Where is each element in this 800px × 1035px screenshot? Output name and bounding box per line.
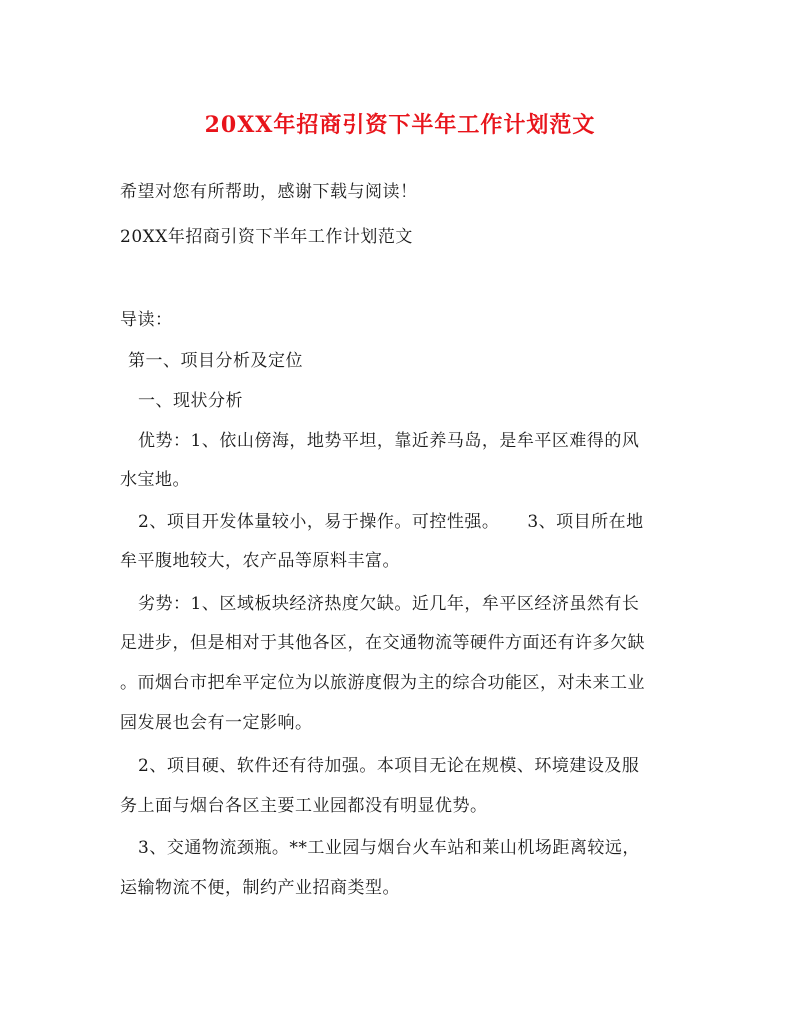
paragraph-line: 园发展也会有一定影响。: [120, 713, 313, 733]
paragraph-line: 足进步，但是相对于其他各区，在交通物流等硬件方面还有许多欠缺: [120, 633, 645, 653]
paragraph-line: 运输物流不便，制约产业招商类型。: [120, 878, 400, 898]
guide-label: 导读：: [120, 310, 173, 330]
paragraph-line: 务上面与烟台各区主要工业园都没有明显优势。: [120, 796, 488, 816]
document-title: 20XX年招商引资下半年工作计划范文: [204, 112, 596, 138]
paragraph-line: 3、交通物流颈瓶。**工业园与烟台火车站和莱山机场距离较远，: [138, 838, 640, 858]
subtitle-text: 20XX年招商引资下半年工作计划范文: [120, 227, 413, 247]
paragraph-line: [138, 507, 698, 537]
paragraph-line: 。而烟台市把牟平定位为以旅游度假为主的综合功能区，对未来工业: [120, 673, 645, 693]
paragraph-segment: 2、项目开发体量较小，易于操作。可控性强。: [138, 512, 500, 532]
subsection-heading: 一、现状分析: [138, 391, 243, 411]
paragraph-line: 劣势：1、区域板块经济热度欠缺。近几年，牟平区经济虽然有长: [138, 594, 640, 614]
paragraph-line: 2、项目硬、软件还有待加强。本项目无论在规模、环境建设及服: [138, 756, 640, 776]
paragraph-segment: 3、项目所在地: [527, 512, 644, 532]
intro-text: 希望对您有所帮助，感谢下载与阅读！: [120, 182, 418, 202]
paragraph-line: 水宝地。: [120, 470, 190, 490]
paragraph-line: 优势：1、依山傍海，地势平坦，靠近养马岛，是牟平区难得的风: [138, 431, 640, 451]
section-heading: 第一、项目分析及定位: [128, 351, 303, 371]
paragraph-line: 牟平腹地较大，农产品等原料丰富。: [120, 551, 400, 571]
